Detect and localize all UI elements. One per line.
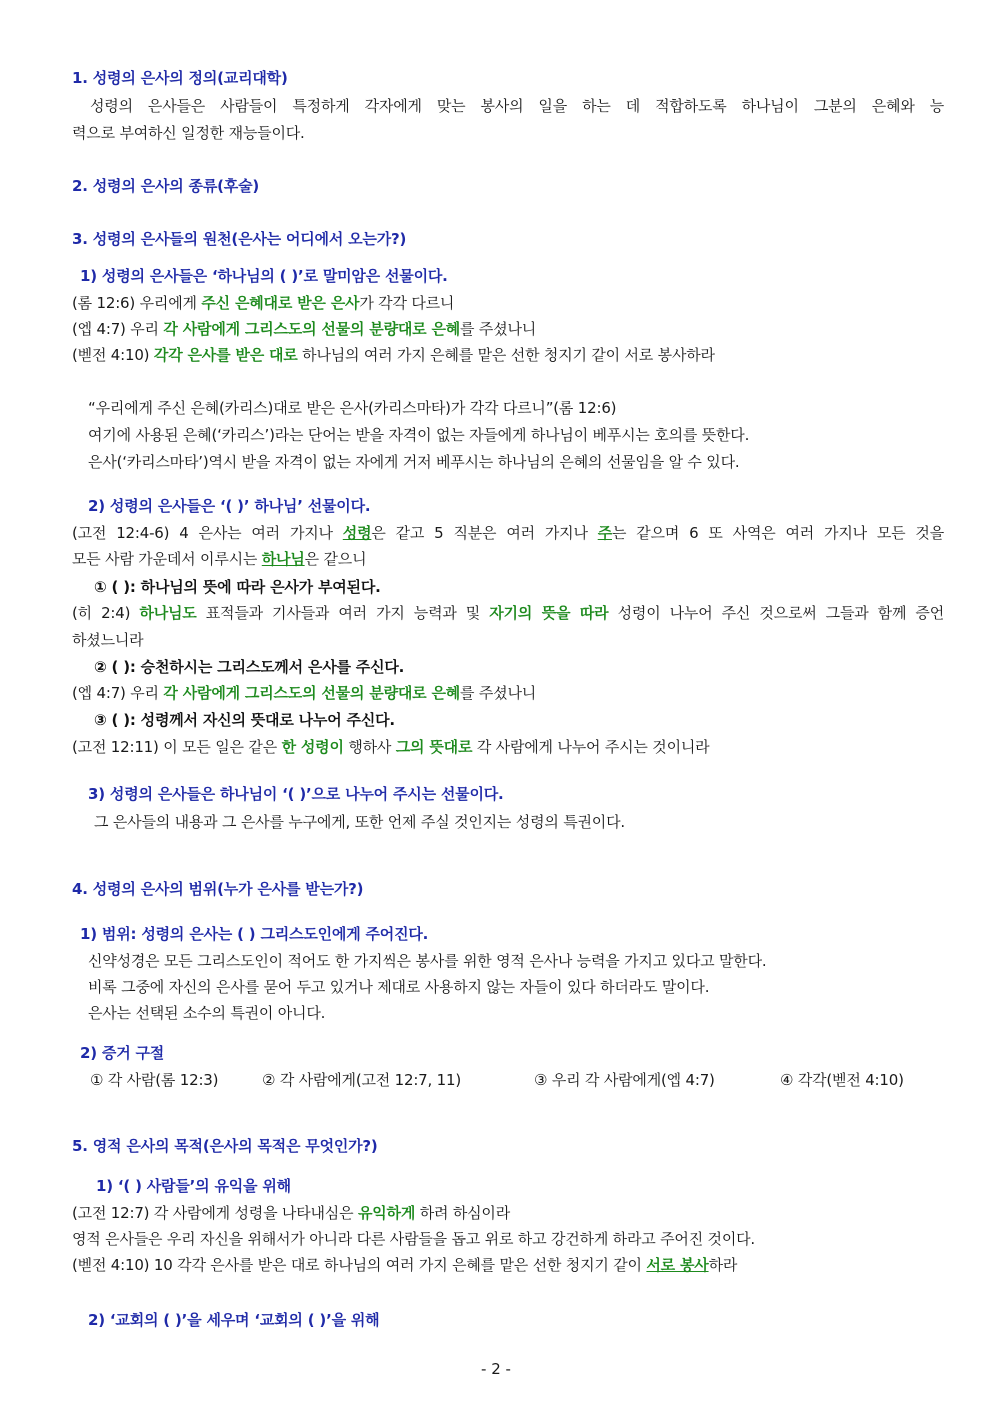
section-1-line-1: 성령의 은사들은 사람들이 특정하게 각자에게 맞는 봉사의 일을 하는 데 적합하도록 하나님이 그분의 은혜와 능 [90,97,944,115]
section-5-2-heading: 2) ‘교회의 ( )’을 세우며 ‘교회의 ( )’을 위해 [88,1311,380,1329]
verse-1cor-12-4-6: (고전 12:4-6) 4 은사는 여러 가지나 성령은 같고 5 직분은 여러 가지나 주는 같으며 6 또 사역은 여러 가지나 모든 것을 [72,524,944,542]
verse-1cor-12-7: (고전 12:7) 각 사람에게 성령을 나타내심은 유익하게 하려 하심이라 [72,1204,511,1222]
verse-eph-4-7: (엡 4:7) 우리 각 사람에게 그리스도의 선물의 분량대로 은혜를 주셨나니 [72,320,537,338]
verse-1cor-12-11: (고전 12:11) 이 모든 일은 같은 한 성령이 행하사 그의 뜻대로 각 사람에게 나누어 주시는 것이니라 [72,738,710,756]
verse-heb-2-4: (히 2:4) 하나님도 표적들과 기사들과 여러 가지 능력과 및 자기의 뜻을 따라 성령이 나누어 주신 것으로써 그들과 함께 증언 [72,604,944,622]
section-4-1-line-1: 신약성경은 모든 그리스도인이 적어도 한 가지씩은 봉사를 위한 영적 은사나 능력을 가지고 있다고 말한다. [88,952,767,970]
section-3-title: 3. 성령의 은사들의 원천(은사는 어디에서 오는가?) [72,230,407,248]
section-4-1-line-2: 비록 그중에 자신의 은사를 묻어 두고 있거나 제대로 사용하지 않는 자들이 있다 하더라도 말이다. [88,978,710,996]
proof-verse-4: ④ 각각(벧전 4:10) [780,1071,904,1089]
section-1-title: 1. 성령의 은사의 정의(교리대학) [72,69,288,87]
quote-line-1: “우리에게 주신 은혜(카리스)대로 받은 은사(카리스마타)가 각각 다르니”(롬 12:6) [88,399,617,417]
point-1: ① ( ): 하나님의 뜻에 따라 은사가 부여된다. [94,578,381,596]
section-4-1-heading: 1) 범위: 성령의 은사는 ( ) 그리스도인에게 주어진다. [80,925,429,943]
point-3: ③ ( ): 성령께서 자신의 뜻대로 나누어 주신다. [94,711,395,729]
verse-heb-2-4-cont: 하셨느니라 [72,631,144,649]
verse-1pet-4-10: (벧전 4:10) 각각 은사를 받은 대로 하나님의 여러 가지 은혜를 맡은 선한 청지기 같이 서로 봉사하라 [72,346,715,364]
verse-1pet-4-10-b: (벧전 4:10) 10 각각 은사를 받은 대로 하나님의 여러 가지 은혜를 맡은 선한 청지기 같이 서로 봉사하라 [72,1256,738,1274]
section-4-2-heading: 2) 증거 구절 [80,1044,165,1062]
verse-1cor-12-4-6-cont: 모든 사람 가운데서 이루시는 하나님은 같으니 [72,550,367,568]
section-1-line-2: 력으로 부여하신 일정한 재능들이다. [72,124,305,142]
section-5-title: 5. 영적 은사의 목적(은사의 목적은 무엇인가?) [72,1137,378,1155]
proof-verse-2: ② 각 사람에게(고전 12:7, 11) [262,1071,461,1089]
section-3-3-heading: 3) 성령의 은사들은 하나님이 ‘( )’으로 나누어 주시는 선물이다. [88,785,504,803]
section-2-title: 2. 성령의 은사의 종류(후술) [72,177,260,195]
section-3-3-body: 그 은사들의 내용과 그 은사를 누구에게, 또한 언제 주실 것인지는 성령의 특권이다. [94,813,625,831]
section-5-1-heading: 1) ‘( ) 사람들’의 유익을 위해 [96,1177,291,1195]
section-3-1-heading: 1) 성령의 은사들은 ‘하나님의 ( )’로 말미암은 선물이다. [80,267,448,285]
verse-rom-12-6: (롬 12:6) 우리에게 주신 은혜대로 받은 은사가 각각 다르니 [72,294,455,312]
section-5-1-line-2: 영적 은사들은 우리 자신을 위해서가 아니라 다른 사람들을 돕고 위로 하고 강건하게 하라고 주어진 것이다. [72,1230,755,1248]
verse-eph-4-7-b: (엡 4:7) 우리 각 사람에게 그리스도의 선물의 분량대로 은혜를 주셨나니 [72,684,537,702]
section-3-2-heading: 2) 성령의 은사들은 ‘( )’ 하나님’ 선물이다. [88,497,371,515]
section-4-title: 4. 성령의 은사의 범위(누가 은사를 받는가?) [72,880,364,898]
quote-line-2: 여기에 사용된 은혜(‘카리스’)라는 단어는 받을 자격이 없는 자들에게 하나님이 베푸시는 호의를 뜻한다. [88,426,750,444]
proof-verse-3: ③ 우리 각 사람에게(엡 4:7) [534,1071,715,1089]
quote-line-3: 은사(‘카리스마타’)역시 받을 자격이 없는 자에게 거저 베푸시는 하나님의 은혜의 선물임을 알 수 있다. [88,453,740,471]
proof-verse-1: ① 각 사람(롬 12:3) [90,1071,219,1089]
point-2: ② ( ): 승천하시는 그리스도께서 은사를 주신다. [94,658,405,676]
page-number: - 2 - [481,1360,511,1378]
section-4-1-line-3: 은사는 선택된 소수의 특권이 아니다. [88,1004,326,1022]
